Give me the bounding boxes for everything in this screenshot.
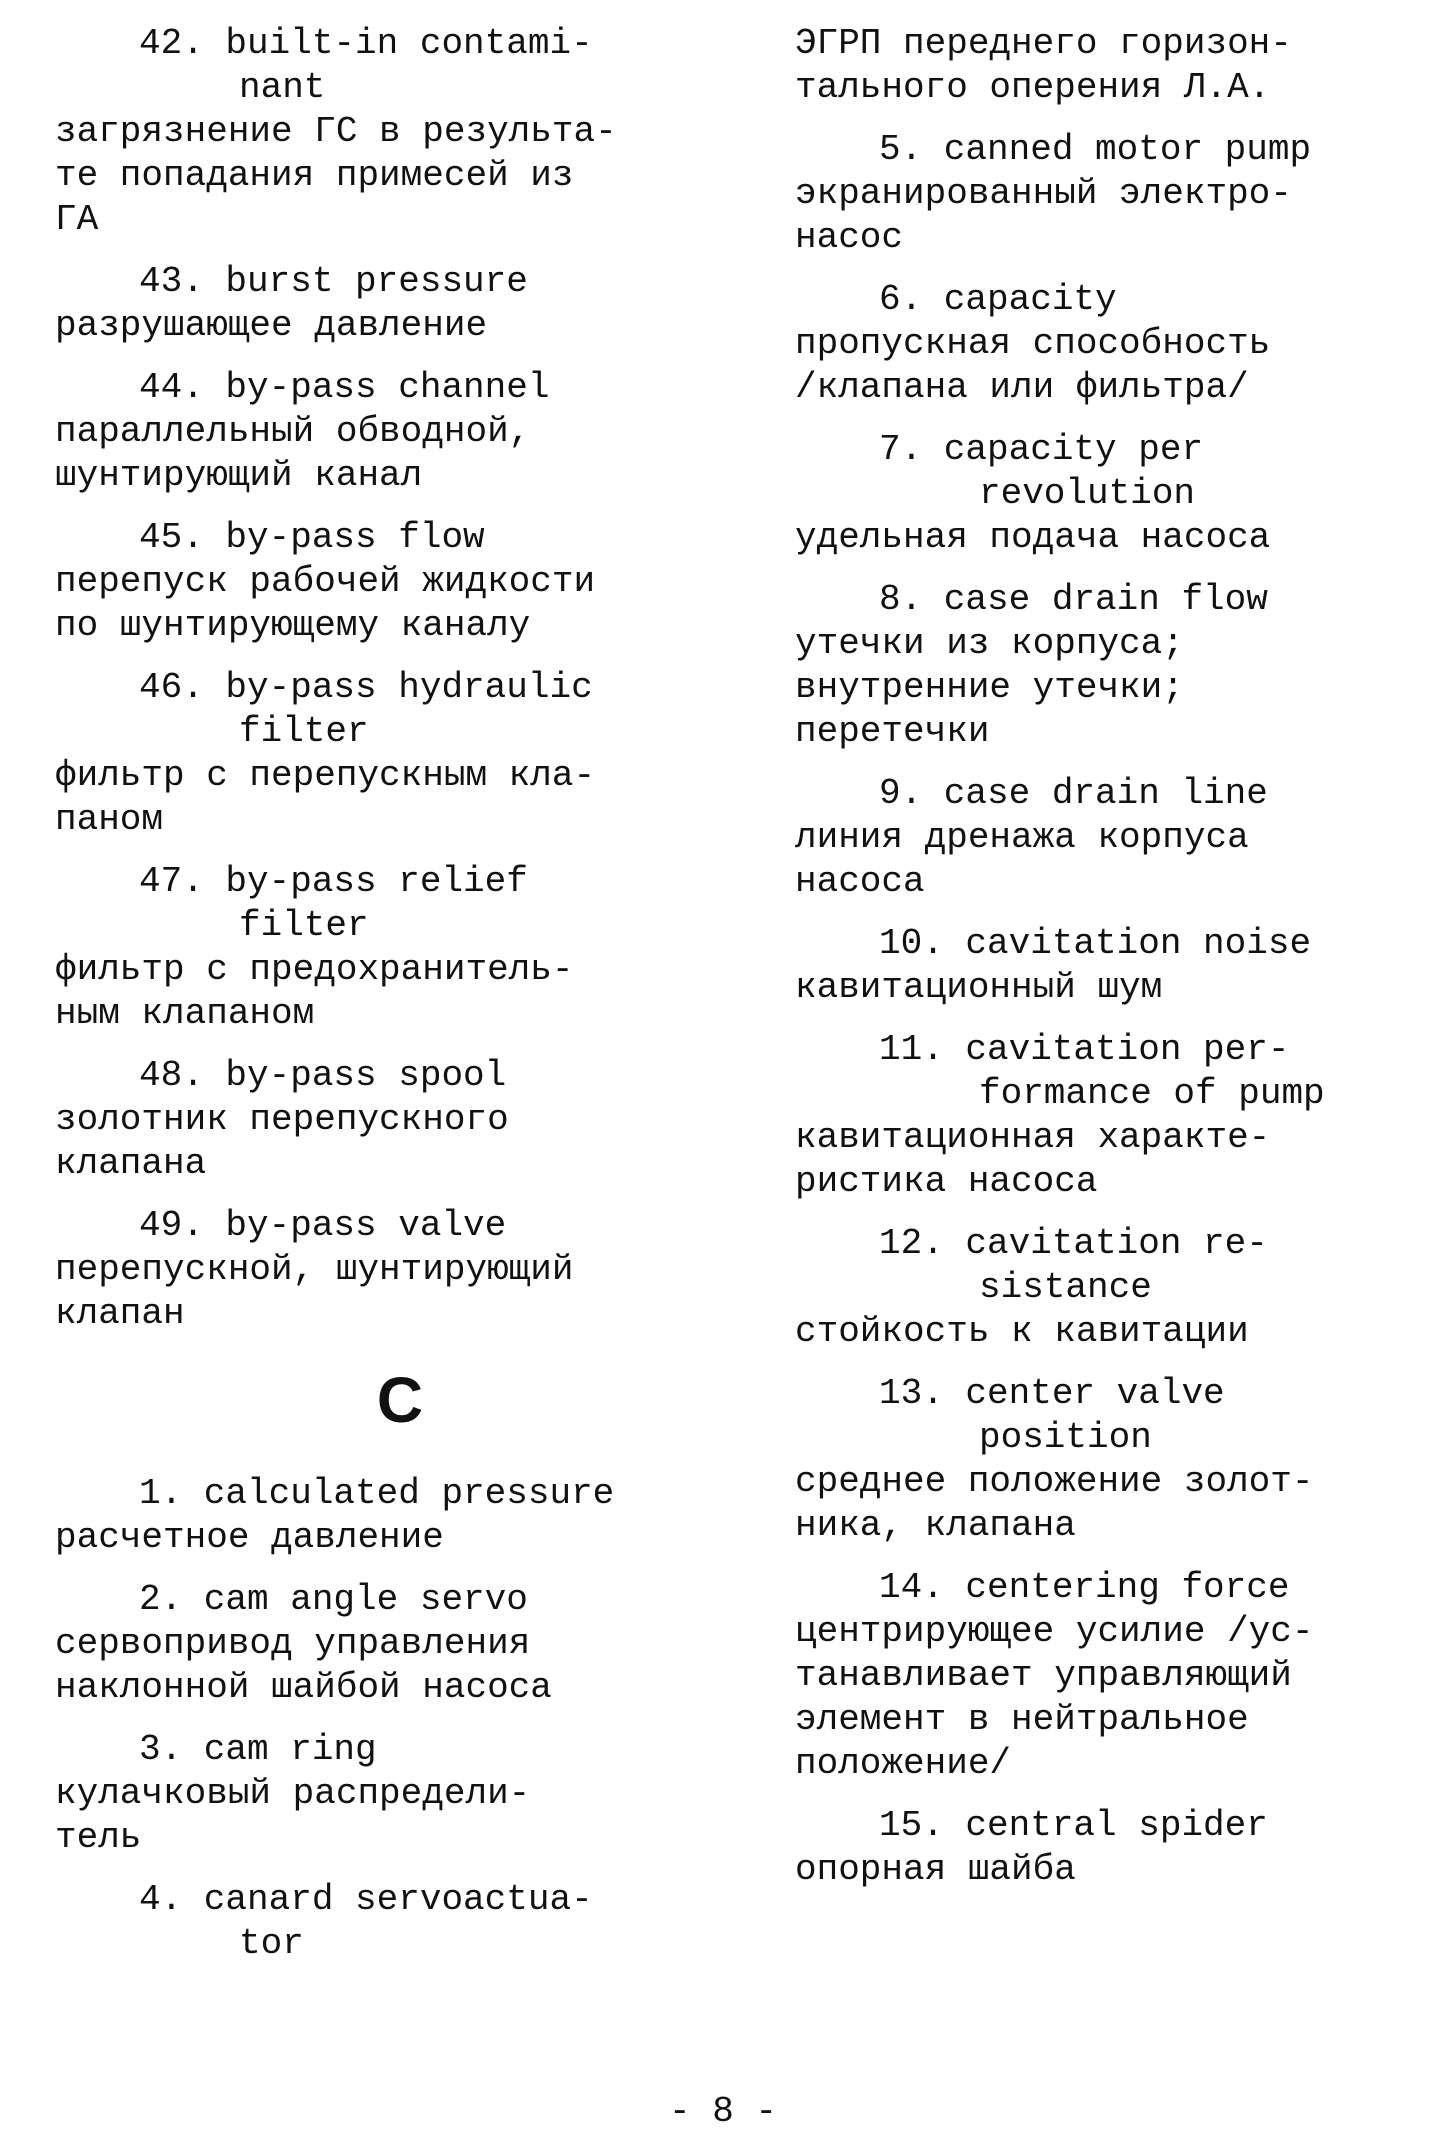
entry-term-text: 42. built-in contami- — [139, 23, 593, 64]
right-entries — [795, 128, 1435, 1892]
entry-term-text: 4. canard servoactua- — [139, 1879, 593, 1920]
dictionary-entry — [795, 128, 1435, 260]
entry-definition: утечки из корпуса; внутренние утечки; перетечки — [795, 623, 1184, 752]
dictionary-entry — [795, 578, 1435, 754]
entry-definition: фильтр с перепускным кла- паном — [55, 755, 596, 840]
entry-term-continuation: position — [979, 1417, 1152, 1458]
dictionary-entry — [55, 1472, 745, 1560]
entry-definition: сервопривод управления наклонной шайбой насоса — [55, 1623, 552, 1708]
entry-term-text: 10. cavitation noise — [879, 923, 1312, 964]
entry-term — [795, 428, 1435, 516]
entry-definition: стойкость к кавитации — [795, 1311, 1249, 1352]
entry-definition: кавитационная характе- ристика насоса — [795, 1117, 1271, 1202]
left-entries-after — [55, 1472, 745, 1966]
entry-term — [795, 1028, 1435, 1116]
entry-term — [795, 278, 1435, 322]
entry-term — [795, 1566, 1435, 1610]
entry-term-continuation: formance of pump — [979, 1073, 1325, 1114]
entry-term-text: 45. by-pass flow — [139, 517, 485, 558]
entry-term — [55, 1878, 745, 1966]
entry-definition: среднее положение золот- ника, клапана — [795, 1461, 1314, 1546]
entry-term-text: 3. cam ring — [139, 1729, 377, 1770]
entry-term-text: 8. case drain flow — [879, 579, 1268, 620]
entry-term-text: 2. cam angle servo — [139, 1579, 528, 1620]
entry-term-text: 1. calculated pressure — [139, 1473, 615, 1514]
dictionary-entry — [55, 516, 745, 648]
dictionary-entry — [55, 1054, 745, 1186]
entry-term-continuation: tor — [239, 1923, 304, 1964]
entry-definition: кавитационный шум — [795, 967, 1163, 1008]
entry-term-continuation: filter — [239, 905, 369, 946]
dictionary-entry — [55, 1728, 745, 1860]
entry-term-text: 9. case drain line — [879, 773, 1268, 814]
entry-term — [55, 516, 745, 560]
entry-definition: экранированный электро- насос — [795, 173, 1292, 258]
entry-term-text: 12. cavitation re- — [879, 1223, 1268, 1264]
dictionary-entry — [795, 1566, 1435, 1786]
entry-term — [55, 860, 745, 948]
entry-term-text: 46. by-pass hydraulic — [139, 667, 593, 708]
page-number: - 8 - — [668, 2091, 778, 2132]
entry-definition: перепуск рабочей жидкости по шунтирующему каналу — [55, 561, 596, 646]
entry-term-text: 14. centering force — [879, 1567, 1290, 1608]
entry-term — [55, 1054, 745, 1098]
entry-term — [795, 922, 1435, 966]
entry-term-text: 48. by-pass spool — [139, 1055, 507, 1096]
entry-term — [795, 772, 1435, 816]
entry-term-continuation: sistance — [979, 1267, 1152, 1308]
right-column — [795, 22, 1435, 1910]
entry-term-text: 47. by-pass relief — [139, 861, 528, 902]
entry-term — [55, 666, 745, 754]
entry-term — [55, 1728, 745, 1772]
dictionary-entry — [55, 22, 745, 242]
entry-term — [795, 578, 1435, 622]
dictionary-entry — [795, 772, 1435, 904]
entry-term-text: 5. canned motor pump — [879, 129, 1312, 170]
entry-term-text: 13. center valve — [879, 1373, 1225, 1414]
dictionary-entry — [795, 1028, 1435, 1204]
entry-term — [55, 22, 745, 110]
entry-term — [55, 1578, 745, 1622]
entry-term-text: 44. by-pass channel — [139, 367, 550, 408]
dictionary-entry — [55, 1878, 745, 1966]
dictionary-entry — [795, 922, 1435, 1010]
entry-definition: удельная подача насоса — [795, 517, 1271, 558]
dictionary-entry — [795, 1372, 1435, 1548]
entry-term — [55, 366, 745, 410]
entry-term-continuation: filter — [239, 711, 369, 752]
entry-definition: линия дренажа корпуса насоса — [795, 817, 1249, 902]
dictionary-entry — [55, 860, 745, 1036]
dictionary-entry — [55, 666, 745, 842]
entry-definition: фильтр с предохранитель- ным клапаном — [55, 949, 574, 1034]
entry-term-continuation: revolution — [979, 473, 1196, 514]
entry-term — [55, 1472, 745, 1516]
entry-term-text: 43. burst pressure — [139, 261, 528, 302]
entry-definition: параллельный обводной, шунтирующий канал — [55, 411, 531, 496]
entry-definition: перепускной, шунтирующий клапан — [55, 1249, 574, 1334]
left-entries-before — [55, 22, 745, 1336]
entry-term-text: 7. capacity per — [879, 429, 1204, 470]
section-letter: C — [376, 1364, 424, 1436]
entry-term-text: 6. capacity — [879, 279, 1117, 320]
entry-term — [795, 1804, 1435, 1848]
dictionary-entry — [55, 366, 745, 498]
entry-definition: опорная шайба — [795, 1849, 1076, 1890]
entry-definition: пропускная способность /клапана или фильтра/ — [795, 323, 1271, 408]
entry-definition: золотник перепускного клапана — [55, 1099, 509, 1184]
entry-term-text: 11. cavitation per- — [879, 1029, 1290, 1070]
dictionary-entry — [795, 428, 1435, 560]
entry-term — [795, 1372, 1435, 1460]
entry-definition: центрирующее усилие /ус- танавливает управляющий элемент в нейтральное положение/ — [795, 1611, 1314, 1784]
left-column — [55, 22, 745, 1984]
entry-definition: разрушающее давление — [55, 305, 488, 346]
dictionary-entry — [55, 1204, 745, 1336]
entry-term-text: 15. central spider — [879, 1805, 1268, 1846]
dictionary-entry — [55, 260, 745, 348]
dictionary-entry — [55, 1578, 745, 1710]
entry-definition: загрязнение ГС в результа- те попадания примесей из ГА — [55, 111, 617, 240]
entry-definition: расчетное давление — [55, 1517, 444, 1558]
entry-term-text: 49. by-pass valve — [139, 1205, 507, 1246]
entry-definition: кулачковый распредели- тель — [55, 1773, 531, 1858]
entry-term — [55, 1204, 745, 1248]
entry-term — [795, 128, 1435, 172]
entry-term — [795, 1222, 1435, 1310]
continued-definition — [795, 22, 1435, 110]
dictionary-entry — [795, 1222, 1435, 1354]
dictionary-entry — [795, 278, 1435, 410]
entry-term — [55, 260, 745, 304]
entry-term-continuation: nant — [239, 67, 326, 108]
entry-definition: ЭГРП переднего горизон- тального оперения Л.А. — [795, 23, 1292, 108]
dictionary-entry — [795, 1804, 1435, 1892]
